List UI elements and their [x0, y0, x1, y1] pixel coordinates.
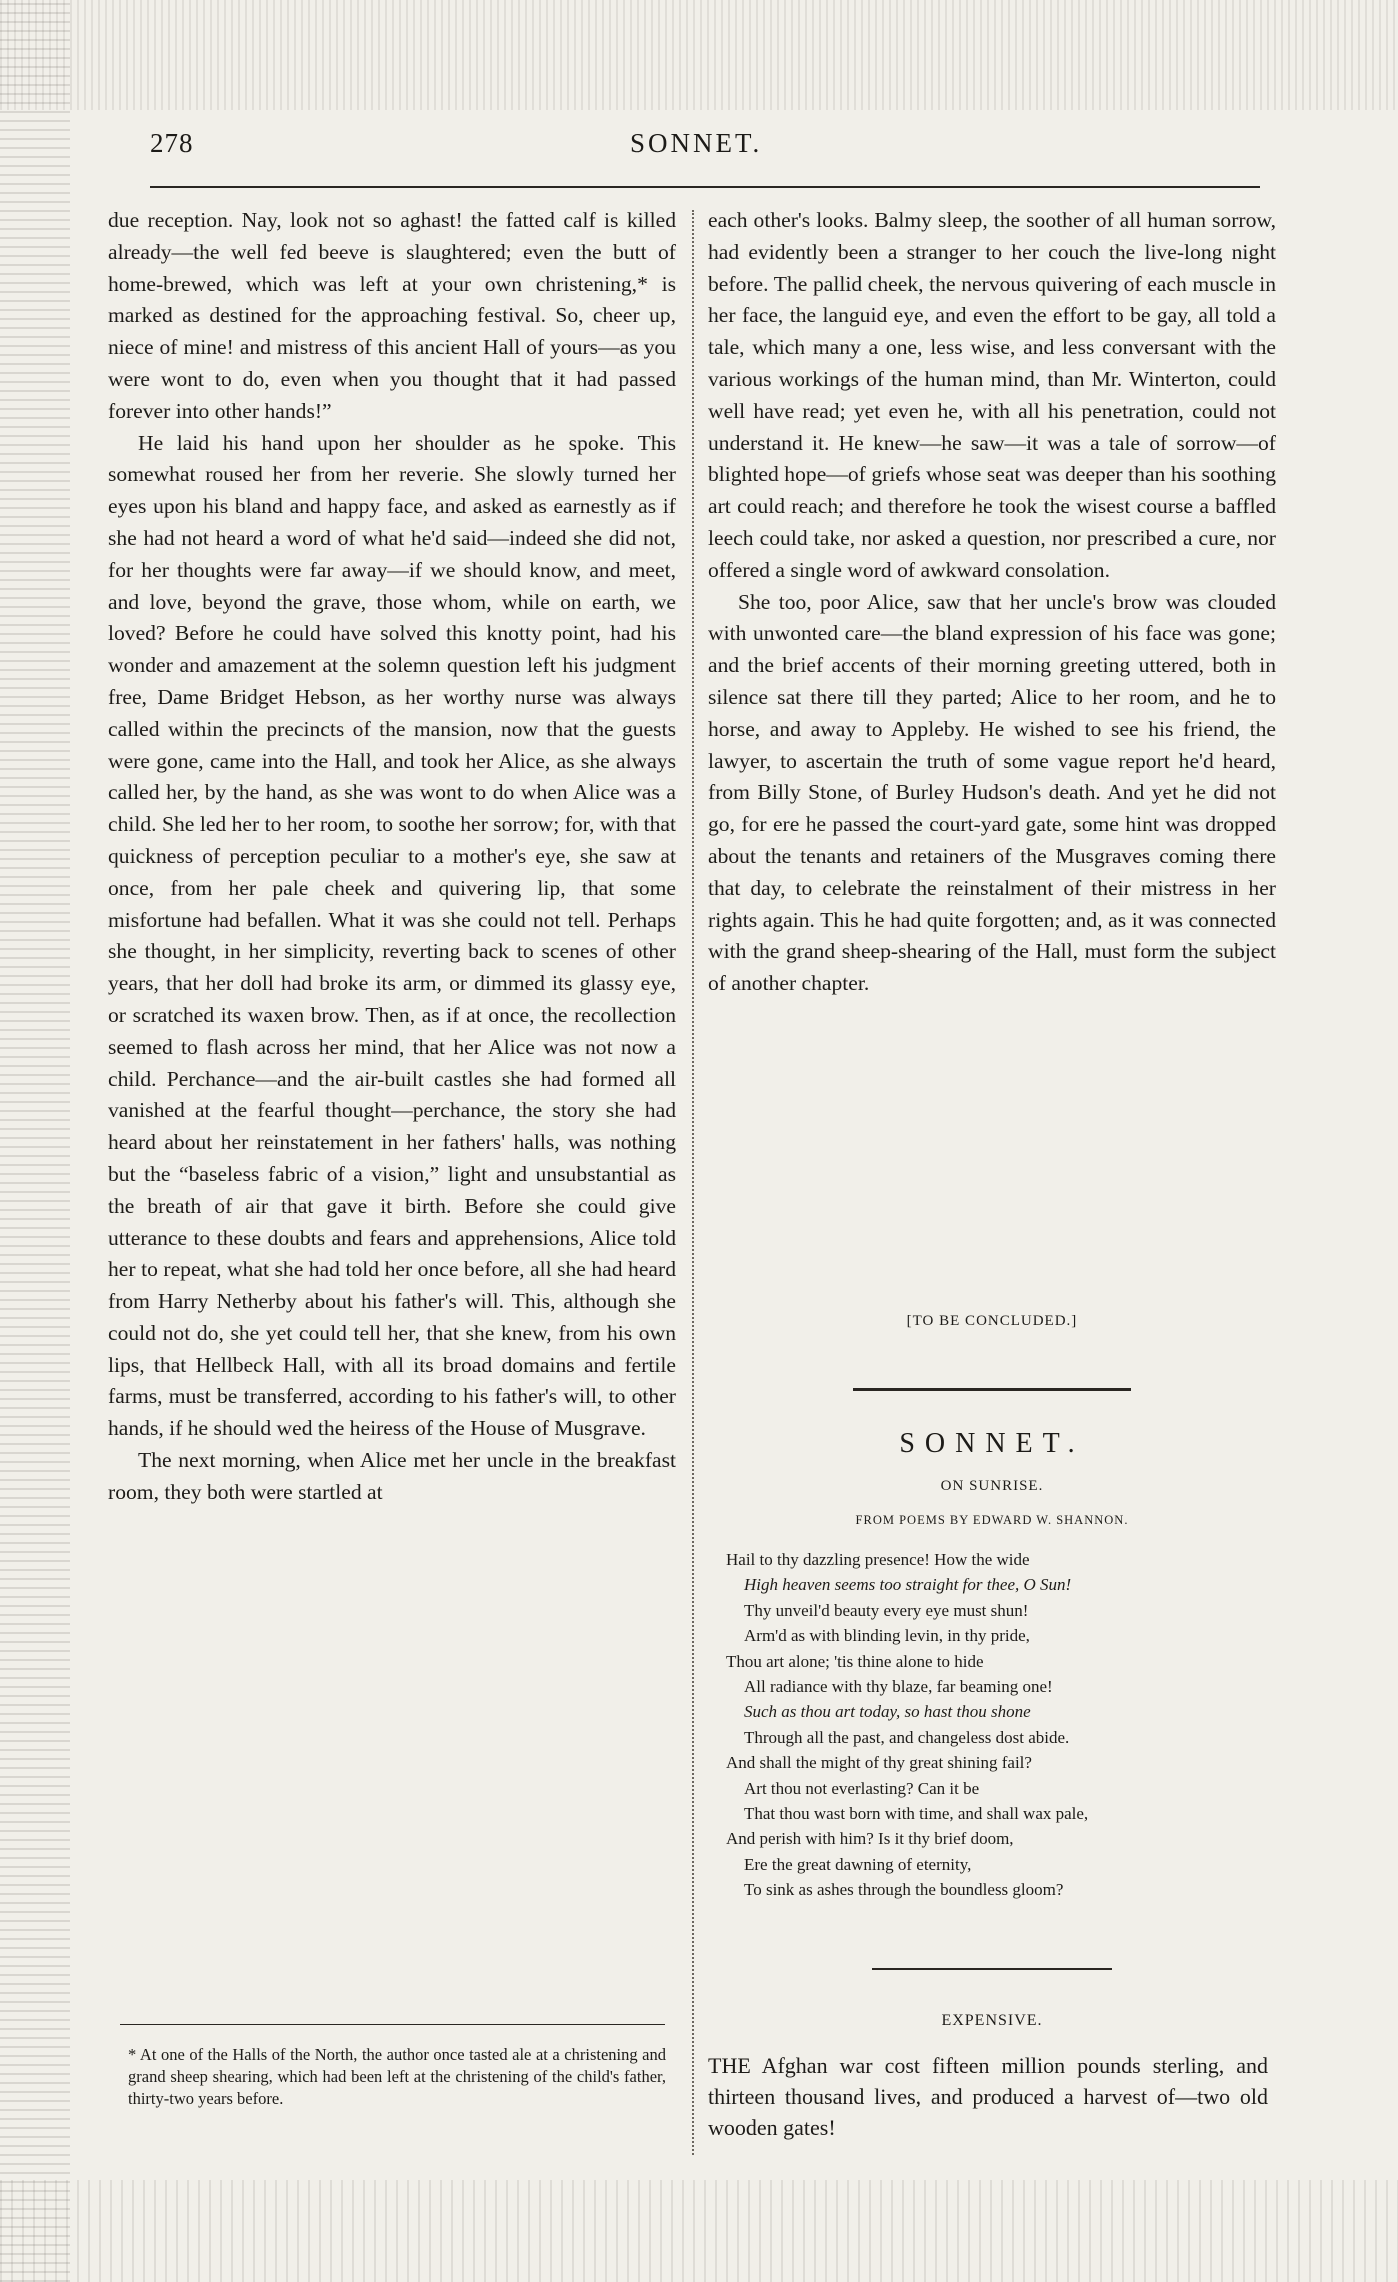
column-divider — [692, 210, 694, 2155]
sonnet-line: Hail to thy dazzling presence! How the wide — [726, 1550, 1030, 1569]
sonnet-line: All radiance with thy blaze, far beaming one! — [744, 1677, 1053, 1697]
right-column — [708, 205, 1276, 1000]
right-paragraph-1: each other's looks. Balmy sleep, the soother of all human sorrow, had evidently been a stranger to her couch the live-long night before. The pallid cheek, the nervous quivering of each muscle in her face, the languid eye, and even the effort to be gay, all told a tale, which many a one, less wise, and less conversant with the various workings of the human mind, than Mr. Winterton, could well have read; yet even he, with all his penetration, could not understand it. He knew—he saw—it was a tale of sorrow—of blighted hope—of griefs whose seat was deeper than his soothing art could reach; and therefore he took the wisest course a baffled leech could take, nor asked a question, nor prescribed a cure, nor offered a single word of awkward consolation. — [708, 208, 1276, 582]
to-be-concluded-note: [TO BE CONCLUDED.] — [906, 1313, 1078, 1329]
left-paragraph-3: The next morning, when Alice met her uncle in the breakfast room, they both were startled at — [108, 1448, 676, 1504]
sonnet-line: And shall the might of thy great shining fail? — [726, 1753, 1032, 1773]
right-paragraph-2: She too, poor Alice, saw that her uncle's brow was clouded with unwonted care—the bland expression of his face was gone; and the brief accents of their morning greeting uttered, both in silence sat there till they parted; Alice to her room, and he to horse, and away to Appleby. He wished to see his friend, the lawyer, to ascertain the truth of some vague report he'd heard, from Billy Stone, of Burley Hudson's death. And yet he did not go, for ere he passed the court-yard gate, some hint was dropped about the tenants and retainers of the Musgraves coming there that day, to celebrate the reinstalment of their mistress in her rights again. This he had quite forgotten; and, as it was connected with the grand sheep-shearing of the Hall, must form the subject of another chapter. — [708, 589, 1276, 996]
footnote: * At one of the Halls of the North, the author once tasted ale at a christening and grand sheep shearing, which had been left at the christening of the child's father, thirty-two years before. — [128, 2045, 666, 2108]
page-header — [150, 128, 1260, 168]
page-number: 278 — [150, 128, 194, 158]
header-rule — [150, 186, 1260, 188]
sonnet-line: Such as thou art today, so hast thou shone — [744, 1702, 1031, 1722]
left-paragraph-1: due reception. Nay, look not so aghast! the fatted calf is killed already—the well fed beeve is slaughtered; even the butt of home-brewed, which was left at your own christening,* is marked as destined for the approaching festival. So, cheer up, niece of mine! and mistress of this ancient Hall of yours—as you were wont to do, even when you thought that it had passed forever into other hands!” — [108, 208, 676, 423]
sonnet-line: High heaven seems too straight for thee, O Sun! — [744, 1575, 1072, 1595]
sonnet-line: Arm'd as with blinding levin, in thy pride, — [744, 1626, 1030, 1646]
left-column — [108, 205, 676, 1509]
scan-noise-bottom — [0, 2180, 1398, 2282]
expensive-title: EXPENSIVE. — [941, 2012, 1043, 2029]
sonnet-body — [726, 1547, 1271, 1903]
sonnet-line: To sink as ashes through the boundless gloom? — [744, 1880, 1064, 1900]
sonnet-line: Art thou not everlasting? Can it be — [744, 1778, 980, 1798]
running-head: SONNET. — [630, 128, 763, 158]
sonnet-line: Thy unveil'd beauty every eye must shun! — [744, 1600, 1029, 1620]
sonnet-line: Ere the great dawning of eternity, — [744, 1854, 972, 1874]
sonnet-line: Through all the past, and changeless dost abide. — [744, 1727, 1070, 1747]
sonnet-rule — [853, 1388, 1131, 1391]
sonnet-source: FROM POEMS BY EDWARD W. SHANNON. — [855, 1513, 1129, 1527]
sonnet-line: Thou art alone; 'tis thine alone to hide — [726, 1651, 984, 1671]
footnote-rule — [120, 2024, 665, 2025]
scan-noise-left — [0, 0, 70, 2282]
expensive-paragraph: THE Afghan war cost fifteen million pounds sterling, and thirteen thousand lives, and produced a harvest of—two old wooden gates! — [708, 2053, 1268, 2140]
sonnet-line: And perish with him? Is it thy brief doom, — [726, 1829, 1014, 1849]
left-paragraph-2: He laid his hand upon her shoulder as he spoke. This somewhat roused her from her reverie. She slowly turned her eyes upon his bland and happy face, and asked as earnestly as if she had not heard a word of what he'd said—indeed she did not, for her thoughts were far away—if we should know, and meet, and love, beyond the grave, those whom, while on earth, we loved? Before he could have solved this knotty point, had his wonder and amazement at the solemn question left his judgment free, Dame Bridget Hebson, as her worthy nurse was always called within the precincts of the mansion, now that the guests were gone, came into the Hall, and took her Alice, as she always called her, by the hand, as she was wont to do when Alice was a child. She led her to her room, to soothe her sorrow; for, with that quickness of perception peculiar to a mother's eye, she saw at once, from her pale cheek and quivering lip, that some misfortune had befallen. What it was she could not tell. Perhaps she thought, in her simplicity, reverting back to scenes of other years, that her doll had broke its arm, or dimmed its glassy eye, or scratched its waxen brow. Then, as if at once, the recollection seemed to flash across her mind, that her Alice was not now a child. Perchance—and the air-built castles she had formed all vanished at the fearful thought—perchance, the story she had heard about her reinstatement in her fathers' halls, was nothing but the “baseless fabric of a vision,” light and unsubstantial as the breath of air that gave it birth. Before she could give utterance to these doubts and fears and apprehensions, Alice told her to repeat, what she had told her once before, all she had heard from Harry Netherby about his father's will. This, although she could not do, she yet could tell her, that she knew, from his own lips, that Hellbeck Hall, with all its broad domains and fertile farms, must be transferred, according to his father's will, to other hands, if he should wed the heiress of the House of Musgrave. — [108, 430, 676, 1441]
scan-noise-top — [0, 0, 1398, 110]
sonnet-title: SONNET. — [899, 1428, 1085, 1459]
expensive-body — [708, 2050, 1268, 2143]
expensive-rule — [872, 1968, 1112, 1970]
sonnet-subtitle: ON SUNRISE. — [940, 1478, 1044, 1494]
sonnet-line: That thou wast born with time, and shall wax pale, — [744, 1804, 1089, 1824]
